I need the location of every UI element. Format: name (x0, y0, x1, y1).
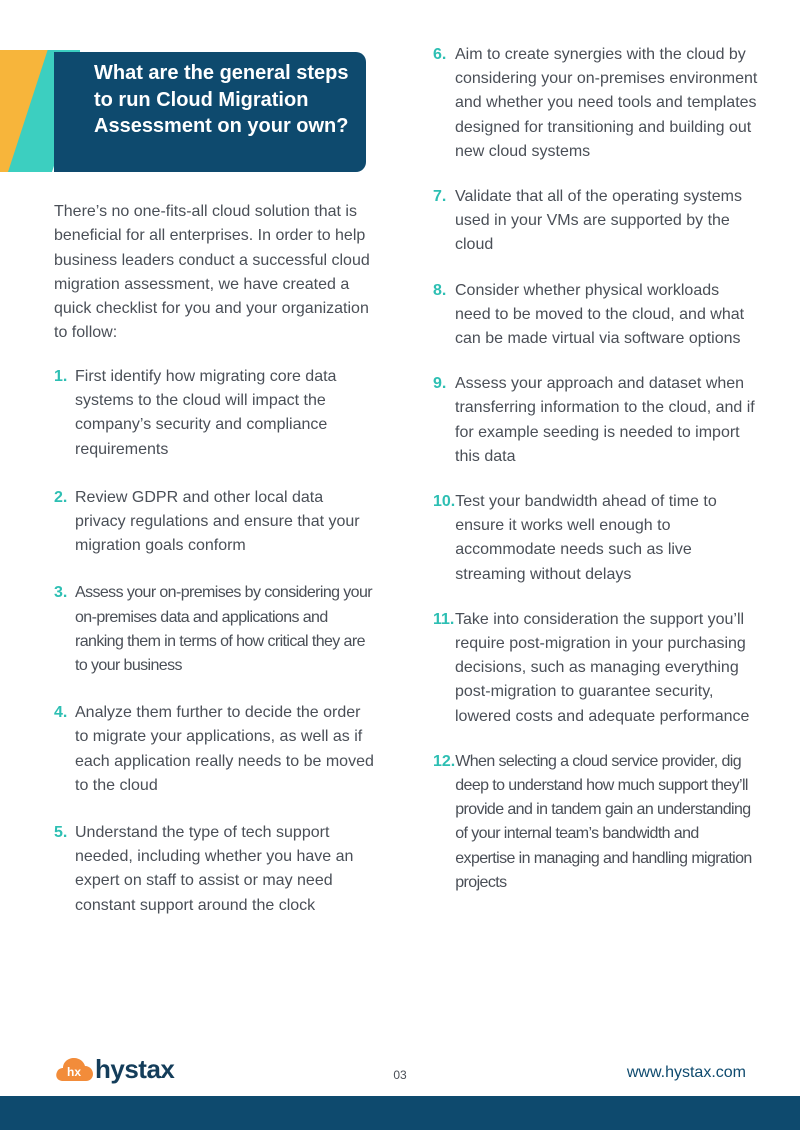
list-item (433, 372, 758, 469)
brand-name: hystax (95, 1053, 175, 1084)
intro-paragraph: There’s no one-fits-all cloud solution that is beneficial for all enterprises. In order to help business leaders conduct a successful cloud migration assessment, we have created a quick checklist for you and your organization to follow: (54, 203, 370, 342)
list-item (433, 490, 758, 587)
step-number: 3. (54, 584, 68, 602)
step-text: Take into consideration the support you’ll require post-migration in your purchasing decisions, such as managing everything post-migration to guarantee security, lowered costs and adequate performance (455, 610, 750, 725)
list-item (433, 279, 758, 352)
step-text: Analyze them further to decide the order to migrate your applications, as well as if each application really needs to be moved to the cloud (75, 704, 374, 794)
list-item (433, 750, 758, 895)
step-text: Validate that all of the operating systems used in your VMs are supported by the cloud (455, 188, 742, 254)
step-text: Review GDPR and other local data privacy regulations and ensure that your migration goals conform (75, 488, 360, 555)
steps-list-left (54, 365, 374, 918)
list-item (54, 821, 374, 918)
step-number: 12. (433, 752, 456, 770)
step-text: Assess your on-premises by considering your on-premises data and applications and ranking them in terms of how critical they are to your business (75, 584, 373, 675)
website-link[interactable]: www.hystax.com (626, 1064, 746, 1081)
step-number: 10. (433, 493, 456, 511)
logo-icon-text: hx (66, 1065, 82, 1079)
step-number: 6. (433, 46, 447, 63)
step-number: 4. (54, 704, 68, 722)
steps-list-right (433, 43, 758, 895)
step-text: Assess your approach and dataset when transferring information to the cloud, and if for example seeding is needed to import this data (455, 375, 755, 465)
title-banner (54, 52, 366, 172)
page-number: 03 (393, 1068, 407, 1082)
list-item (433, 43, 758, 164)
list-item (54, 701, 374, 798)
step-number: 7. (433, 188, 447, 206)
list-item (54, 581, 374, 678)
step-text: First identify how migrating core data systems to the cloud will impact the company’s security and compliance requirements (75, 368, 337, 458)
step-number: 11. (433, 610, 455, 628)
list-item (433, 608, 758, 729)
step-text: Understand the type of tech support needed, including whether you have an expert on staff to assist or may need constant support around the clock (75, 824, 354, 914)
step-number: 5. (54, 824, 68, 842)
list-item (54, 365, 374, 462)
cloud-icon (54, 1055, 94, 1083)
step-number: 1. (54, 368, 68, 385)
step-number: 9. (433, 375, 447, 393)
bottom-bar (0, 1096, 800, 1130)
list-item (54, 486, 374, 559)
step-text: Consider whether physical workloads need to be moved to the cloud, and what can be made virtual via software options (455, 281, 745, 348)
step-text: Test your bandwidth ahead of time to ensure it works well enough to accommodate needs such as live streaming without delays (455, 493, 717, 583)
hystax-logo (54, 1054, 174, 1084)
step-number: 2. (54, 488, 68, 506)
step-text: When selecting a cloud service provider, dig deep to understand how much support they’ll provide and in tandem gain an understanding of your internal team’s bandwidth and expertise in managing and handling migration projects (455, 752, 752, 891)
step-text: Aim to create synergies with the cloud by considering your on-premises environment and whether you need tools and templates designed for transitioning and building out new cloud systems (455, 46, 758, 160)
step-number: 8. (433, 281, 447, 299)
page-title: What are the general steps to run Cloud Migration Assessment on your own? (94, 62, 349, 137)
list-item (433, 185, 758, 258)
